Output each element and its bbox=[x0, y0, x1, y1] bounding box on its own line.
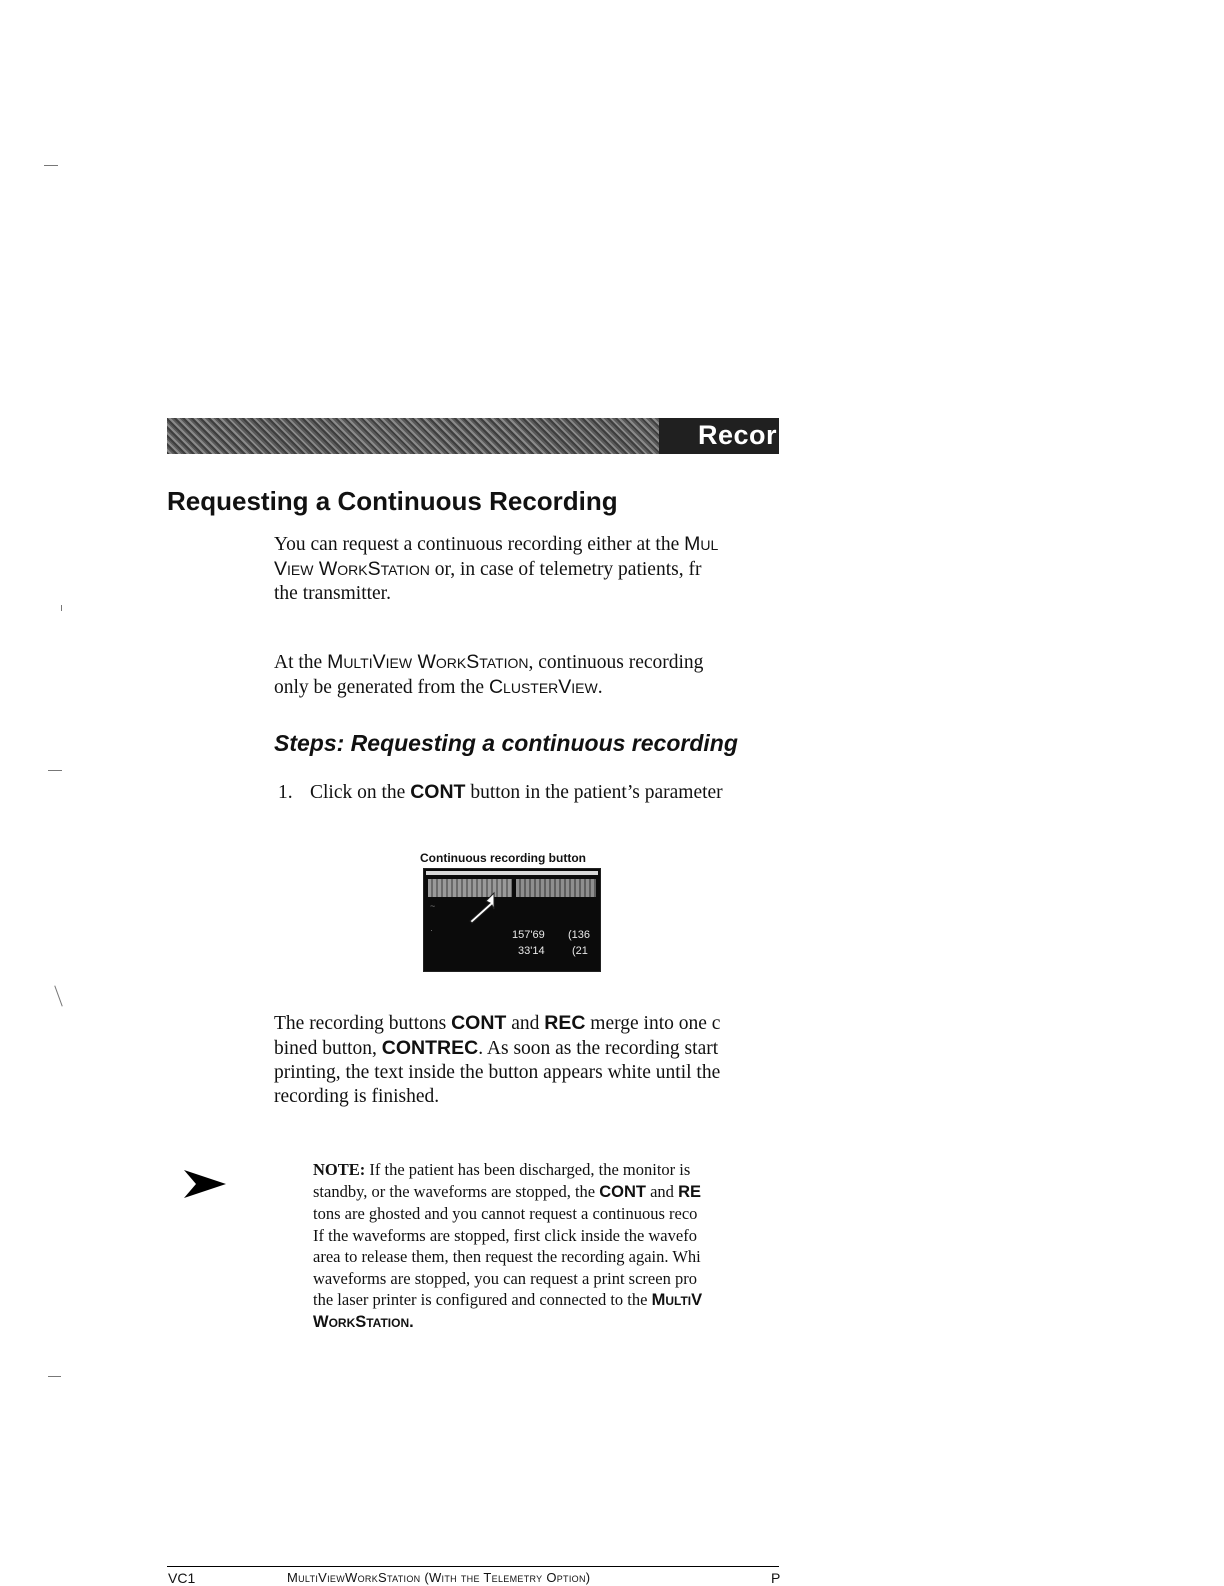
rec-button bbox=[516, 879, 596, 897]
text-line: recording is finished. bbox=[274, 1086, 440, 1107]
note-block bbox=[313, 1159, 784, 1333]
figure-value: (136 bbox=[568, 929, 591, 941]
text-line: At the MultiView WorkStation, continuous recording bbox=[274, 651, 704, 673]
pointer-arrow-icon bbox=[464, 891, 498, 925]
text-line: View WorkStation or, in case of telemetry patients, fr bbox=[274, 558, 702, 580]
figure-label: ~ bbox=[430, 901, 436, 911]
figure-label: · bbox=[430, 925, 433, 935]
result-paragraph bbox=[274, 1011, 784, 1109]
text-line: waveforms are stopped, you can request a print screen pro bbox=[313, 1268, 697, 1288]
note-label: NOTE: bbox=[313, 1160, 366, 1179]
intro-paragraph-2 bbox=[274, 650, 784, 700]
scan-mark bbox=[54, 985, 62, 1006]
intro-paragraph-1 bbox=[274, 532, 784, 606]
figure-caption: Continuous recording button bbox=[420, 851, 586, 865]
footer-product-name: MultiViewWorkStation (With the Telemetry Option) bbox=[287, 1570, 591, 1585]
note-arrow-icon bbox=[184, 1170, 226, 1198]
cont-button-screenshot bbox=[423, 868, 601, 972]
figure-value: (21 bbox=[572, 945, 588, 957]
footer-left-code: VC1 bbox=[168, 1570, 196, 1586]
text-line: If the waveforms are stopped, first click inside the wavefo bbox=[313, 1225, 697, 1245]
footer-rule bbox=[167, 1566, 779, 1567]
text-line: only be generated from the ClusterView. bbox=[274, 676, 603, 698]
text-line: the transmitter. bbox=[274, 583, 391, 604]
figure-value: 157'69 bbox=[512, 929, 545, 941]
text-line: The recording buttons CONT and REC merge into one c bbox=[274, 1012, 721, 1034]
scan-mark bbox=[48, 1376, 61, 1377]
text-line: You can request a continuous recording either at the Mul bbox=[274, 533, 719, 555]
scan-mark bbox=[44, 165, 58, 166]
text-line: standby, or the waveforms are stopped, the CONT and RE bbox=[313, 1181, 701, 1201]
cont-keyword: CONT bbox=[410, 781, 466, 803]
step-number: 1. bbox=[278, 782, 293, 803]
text-line: printing, the text inside the button appears white until the bbox=[274, 1062, 721, 1083]
figure-value: 33'14 bbox=[518, 945, 545, 957]
text-line: bined button, CONTREC. As soon as the recording start bbox=[274, 1037, 719, 1059]
text-line: tons are ghosted and you cannot request a continuous reco bbox=[313, 1204, 698, 1223]
text-line: WorkStation. bbox=[313, 1312, 414, 1331]
scan-mark bbox=[48, 770, 62, 771]
chapter-header-text: Recor bbox=[697, 420, 777, 450]
footer-page-marker: P bbox=[771, 1570, 781, 1586]
chapter-header-band bbox=[167, 418, 779, 454]
figure-top-bar bbox=[426, 871, 598, 875]
text-line: the laser printer is configured and connected to the MultiV bbox=[313, 1290, 703, 1309]
section-title: Requesting a Continuous Recording bbox=[167, 486, 618, 516]
steps-title: Steps: Requesting a continuous recording bbox=[274, 730, 738, 756]
scan-mark bbox=[61, 605, 62, 611]
step-item-1: 1. Click on the CONT button in the patient’s parameter bbox=[278, 781, 723, 803]
text-line: NOTE: If the patient has been discharged, the monitor is bbox=[313, 1160, 691, 1179]
text-line: area to release them, then request the recording again. Whi bbox=[313, 1247, 701, 1266]
